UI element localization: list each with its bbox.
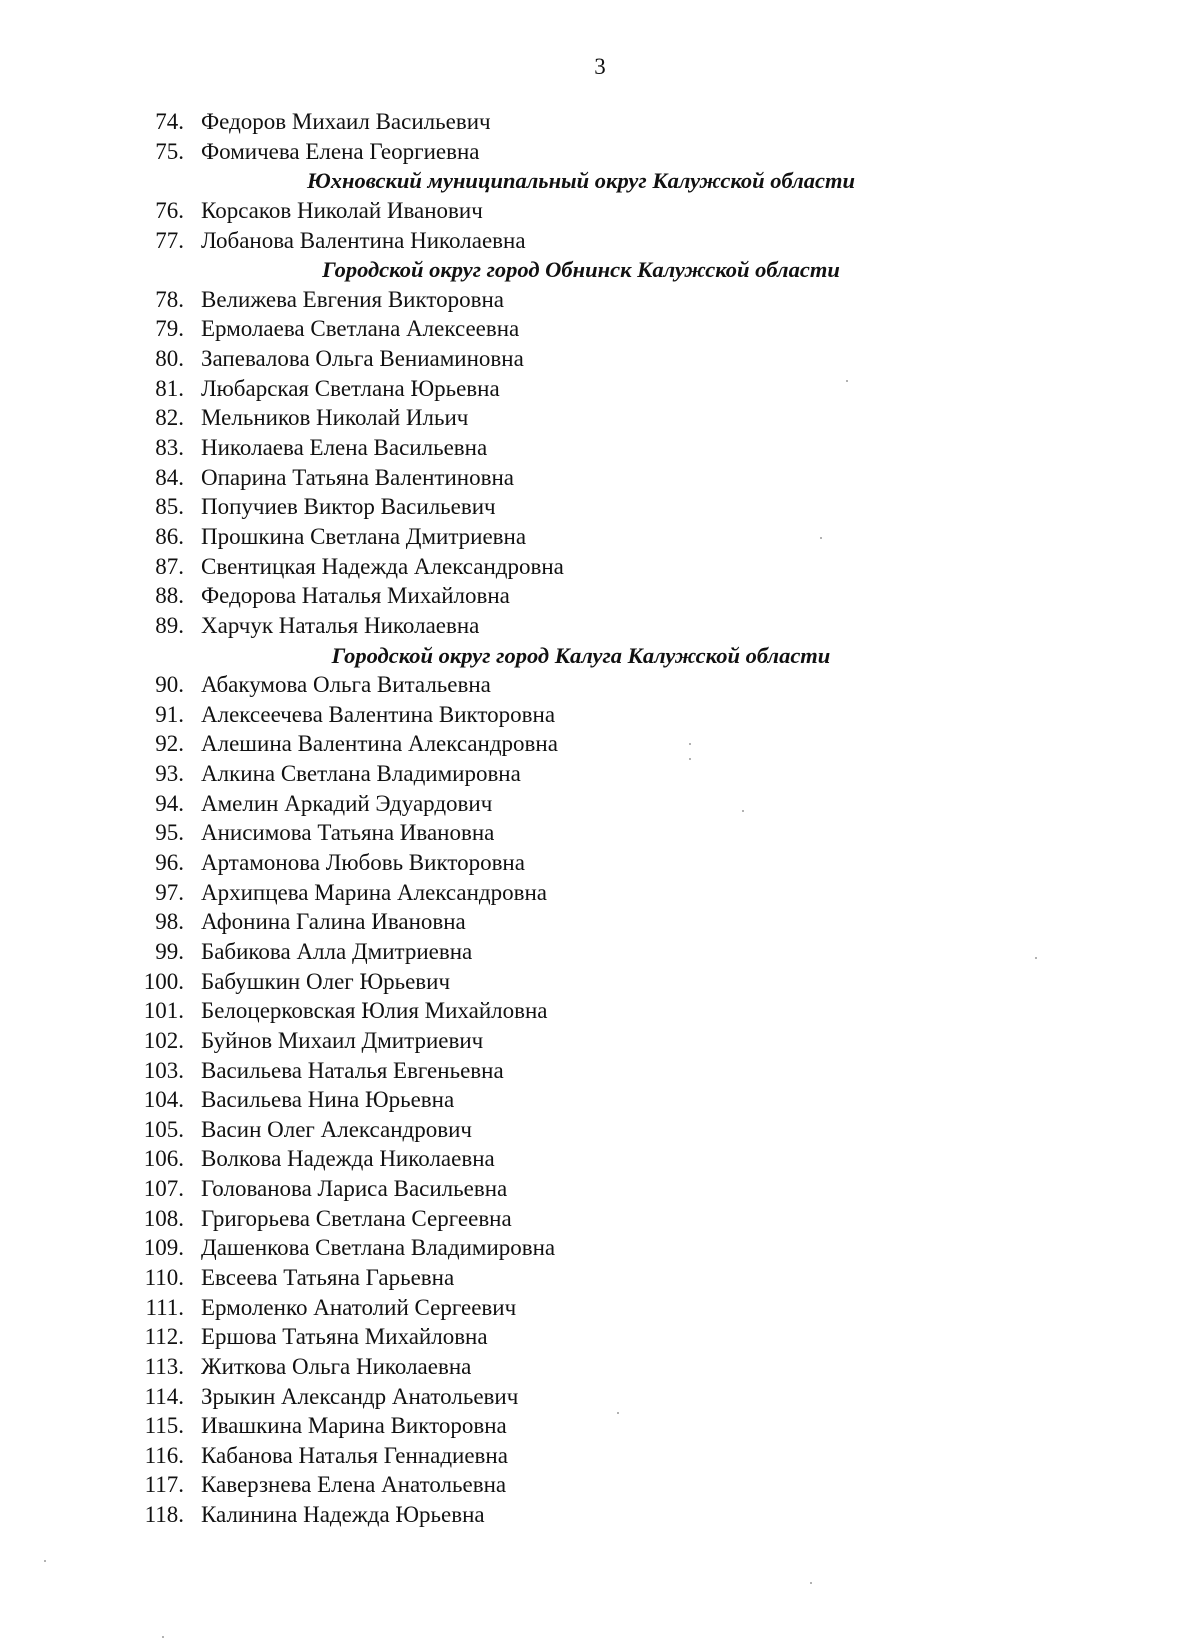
person-name: Кабанова Наталья Геннадиевна [201, 1442, 508, 1468]
item-number: 107. [143, 1176, 184, 1202]
item-number: 101. [143, 998, 184, 1024]
item-number: 91. [155, 701, 184, 727]
item-number: 105. [143, 1116, 184, 1142]
list-item [0, 581, 1200, 611]
list-item [0, 1293, 1200, 1323]
person-name: Афонина Галина Ивановна [201, 909, 466, 935]
item-number: 84. [155, 464, 184, 490]
item-number: 77. [155, 227, 184, 253]
list-item [0, 611, 1200, 641]
item-number: 87. [155, 553, 184, 579]
section-title: Городской округ город Калуга Калужской области [331, 642, 831, 668]
item-number: 81. [155, 375, 184, 401]
list-item [0, 522, 1200, 552]
scan-speck [846, 380, 848, 382]
list-item [0, 463, 1200, 493]
list-item [0, 1263, 1200, 1293]
person-name: Анисимова Татьяна Ивановна [201, 820, 495, 846]
item-number: 83. [155, 435, 184, 461]
item-number: 74. [155, 109, 184, 134]
list-item [0, 937, 1200, 967]
scan-speck [162, 1636, 164, 1638]
list-item [0, 226, 1200, 256]
person-name: Ершова Татьяна Михайловна [201, 1324, 488, 1350]
person-name: Николаева Елена Васильевна [201, 435, 488, 461]
item-number: 99. [155, 938, 184, 964]
person-name: Ивашкина Марина Викторовна [201, 1413, 507, 1439]
person-name: Зрыкин Александр Анатольевич [201, 1383, 519, 1409]
item-number: 89. [155, 612, 184, 638]
person-name: Бабушкин Олег Юрьевич [201, 968, 451, 994]
item-number: 116. [144, 1442, 184, 1468]
person-name: Лобанова Валентина Николаевна [201, 227, 526, 253]
item-number: 95. [155, 820, 184, 846]
section-heading [0, 641, 1200, 671]
item-number: 85. [155, 494, 184, 520]
person-name: Федоров Михаил Васильевич [201, 109, 491, 134]
list-item [0, 700, 1200, 730]
person-name: Попучиев Виктор Васильевич [201, 494, 496, 520]
list-item [0, 1500, 1200, 1530]
list-item [0, 1470, 1200, 1500]
person-name: Алкина Светлана Владимировна [201, 761, 521, 787]
list-item [0, 196, 1200, 226]
item-number: 113. [144, 1353, 184, 1379]
item-number: 112. [144, 1324, 184, 1350]
person-name: Федорова Наталья Михайловна [201, 583, 510, 609]
scan-speck [810, 1582, 812, 1584]
list-item [0, 818, 1200, 848]
person-name: Дашенкова Светлана Владимировна [201, 1235, 556, 1261]
item-number: 111. [145, 1294, 184, 1320]
item-number: 88. [155, 583, 184, 609]
list-item [0, 1085, 1200, 1115]
person-name: Волкова Надежда Николаевна [201, 1146, 495, 1172]
person-name: Васин Олег Александрович [201, 1116, 472, 1142]
person-name: Житкова Ольга Николаевна [201, 1353, 472, 1379]
item-number: 115. [144, 1413, 184, 1439]
list-item [0, 729, 1200, 759]
person-name: Любарская Светлана Юрьевна [201, 375, 500, 401]
item-number: 76. [155, 197, 184, 223]
item-number: 100. [143, 968, 184, 994]
scan-speck [689, 758, 691, 760]
item-number: 92. [155, 731, 184, 757]
person-name: Свентицкая Надежда Александровна [201, 553, 564, 579]
person-name: Васильева Наталья Евгеньевна [201, 1057, 504, 1083]
scan-speck [742, 810, 744, 812]
item-number: 75. [155, 138, 184, 164]
item-number: 98. [155, 909, 184, 935]
person-name: Абакумова Ольга Витальевна [201, 672, 491, 698]
list-item [0, 848, 1200, 878]
list-item [0, 552, 1200, 582]
list-item [0, 1441, 1200, 1471]
person-name: Васильева Нина Юрьевна [201, 1087, 455, 1113]
item-number: 94. [155, 790, 184, 816]
page-number: 3 [594, 54, 606, 79]
item-number: 82. [155, 405, 184, 431]
person-name: Евсеева Татьяна Гарьевна [201, 1264, 455, 1290]
list-item [0, 1174, 1200, 1204]
person-name: Калинина Надежда Юрьевна [201, 1502, 485, 1528]
list-item [0, 403, 1200, 433]
item-number: 93. [155, 761, 184, 787]
person-name: Фомичева Елена Георгиевна [201, 138, 480, 164]
item-number: 110. [144, 1264, 184, 1290]
section-heading [0, 255, 1200, 285]
person-name: Мельников Николай Ильич [201, 405, 469, 431]
list-item [0, 1144, 1200, 1174]
item-number: 80. [155, 346, 184, 372]
item-number: 108. [143, 1205, 184, 1231]
list-item [0, 907, 1200, 937]
item-number: 79. [155, 316, 184, 342]
scan-speck [1035, 957, 1037, 959]
person-name: Бабикова Алла Дмитриевна [201, 938, 473, 964]
list-item [0, 1322, 1200, 1352]
list-item [0, 137, 1200, 167]
list-item [0, 1115, 1200, 1145]
list-item [0, 670, 1200, 700]
item-number: 118. [144, 1502, 184, 1528]
person-name: Амелин Аркадий Эдуардович [201, 790, 493, 816]
list-item [0, 1056, 1200, 1086]
list-item [0, 1352, 1200, 1382]
list-item [0, 433, 1200, 463]
list-item [0, 1411, 1200, 1441]
person-name: Харчук Наталья Николаевна [201, 612, 480, 638]
item-number: 97. [155, 879, 184, 905]
item-number: 90. [155, 672, 184, 698]
person-name: Архипцева Марина Александровна [201, 879, 547, 905]
list-item [0, 878, 1200, 908]
person-name: Голованова Лариса Васильевна [201, 1176, 508, 1202]
item-number: 96. [155, 850, 184, 876]
item-number: 109. [143, 1235, 184, 1261]
person-name: Ермолаева Светлана Алексеевна [201, 316, 520, 342]
scan-speck [44, 1560, 46, 1562]
list-item [0, 1204, 1200, 1234]
list-item [0, 1026, 1200, 1056]
item-number: 106. [143, 1146, 184, 1172]
person-name: Алексеечева Валентина Викторовна [201, 701, 556, 727]
person-name: Корсаков Николай Иванович [201, 197, 483, 223]
list-item [0, 1233, 1200, 1263]
person-name: Опарина Татьяна Валентиновна [201, 464, 514, 490]
person-name: Прошкина Светлана Дмитриевна [201, 523, 527, 549]
person-name: Григорьева Светлана Сергеевна [201, 1205, 512, 1231]
person-name: Запевалова Ольга Вениаминовна [201, 346, 524, 372]
person-name: Артамонова Любовь Викторовна [201, 850, 525, 876]
list-item [0, 344, 1200, 374]
item-number: 114. [144, 1383, 184, 1409]
list-item [0, 314, 1200, 344]
person-name: Белоцерковская Юлия Михайловна [201, 998, 548, 1024]
scan-speck [820, 537, 822, 539]
item-number: 117. [144, 1472, 184, 1498]
list-item [0, 789, 1200, 819]
list-item [0, 967, 1200, 997]
list-item [0, 107, 1200, 137]
item-number: 104. [143, 1087, 184, 1113]
section-title: Юхновский муниципальный округ Калужской области [306, 168, 856, 194]
item-number: 102. [143, 1027, 184, 1053]
section-title: Городской округ город Обнинск Калужской области [322, 257, 840, 283]
item-number: 103. [143, 1057, 184, 1083]
list-item [0, 1382, 1200, 1412]
list-item [0, 492, 1200, 522]
item-number: 78. [155, 286, 184, 312]
list-item [0, 374, 1200, 404]
list-item [0, 285, 1200, 315]
person-name: Каверзнева Елена Анатольевна [201, 1472, 507, 1498]
person-name: Велижева Евгения Викторовна [201, 286, 504, 312]
scan-speck [689, 743, 691, 745]
item-number: 86. [155, 523, 184, 549]
list-item [0, 996, 1200, 1026]
person-name: Буйнов Михаил Дмитриевич [201, 1027, 484, 1053]
person-name: Ермоленко Анатолий Сергеевич [201, 1294, 517, 1320]
section-heading [0, 166, 1200, 196]
person-name: Алешина Валентина Александровна [201, 731, 558, 757]
scan-speck [617, 1412, 619, 1414]
names-list [0, 107, 1200, 1530]
list-item [0, 759, 1200, 789]
